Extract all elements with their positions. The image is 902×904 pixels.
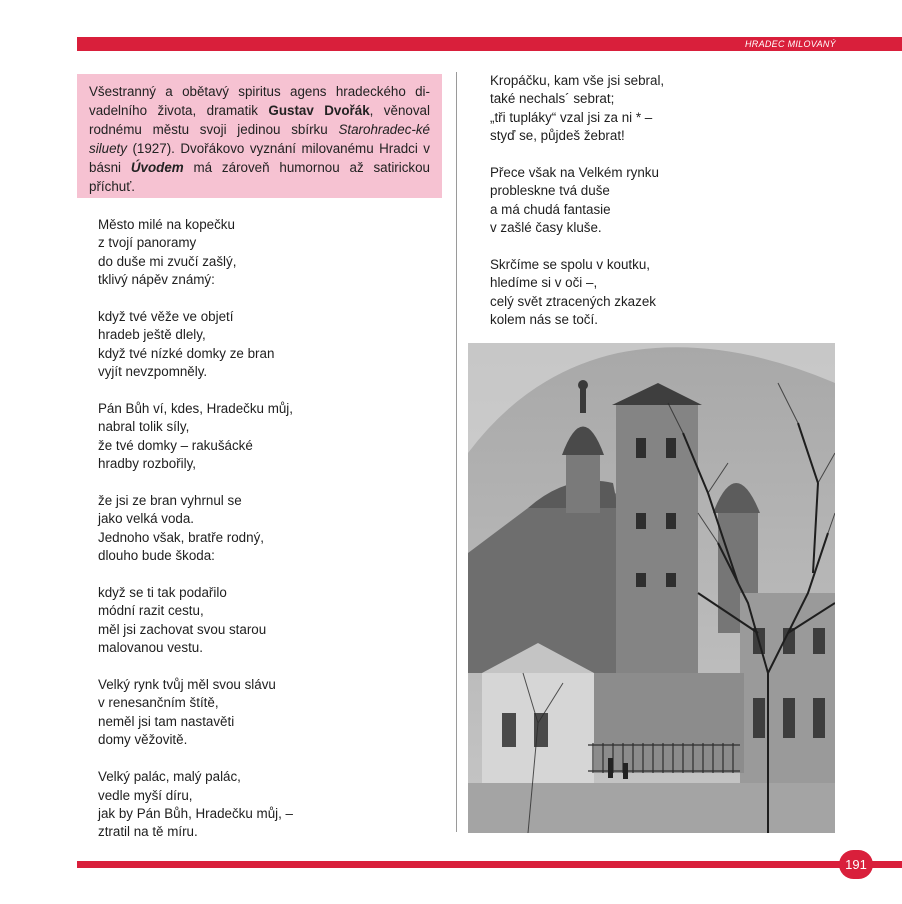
poem-line: domy věžovitě. [98, 732, 188, 748]
poem-line: styď se, půjdeš žebrat! [490, 128, 625, 144]
poem-line: jak by Pán Bůh, Hradečku můj, – [98, 805, 294, 821]
poem-line: vyjít nevzpomněly. [98, 364, 208, 380]
poem-line: hledíme si v oči –, [490, 275, 598, 291]
historic-church-photo [468, 343, 835, 833]
poem-line: Město milé na kopečku [98, 217, 235, 232]
poem-stanza [490, 72, 664, 146]
intro-book-title: Starohradec-ké siluety [89, 122, 430, 156]
poem-line: hradby rozbořily, [98, 456, 196, 472]
footer-bar [77, 861, 902, 868]
poem-line: neměl jsi tam nastavěti [98, 713, 235, 729]
poem-line: že jsi ze bran vyhrnul se [98, 493, 242, 509]
poem-line: celý svět ztracených zkazek [490, 293, 656, 309]
poem-line: Velký rynk tvůj měl svou slávu [98, 677, 276, 693]
poem-stanza [98, 400, 293, 474]
poem-line: Pán Bůh ví, kdes, Hradečku můj, [98, 401, 294, 417]
poem-line: když tvé věže ve objetí [98, 309, 234, 325]
poem-stanza [98, 584, 293, 658]
running-header-title: HRADEC MILOVANÝ [744, 39, 836, 49]
poem-line: měl jsi zachovat svou starou [98, 621, 267, 637]
poem-line: Velký palác, malý palác, [98, 769, 241, 785]
poem-stanza [490, 256, 664, 330]
poem-line: ztratil na tě míru. [98, 824, 198, 840]
poem-line: Kropáčku, kam vše jsi sebral, [490, 73, 665, 88]
poem-line: v renesančním štítě, [98, 695, 219, 711]
poem-line: a má chudá fantasie [490, 201, 611, 217]
church-illustration [468, 343, 835, 833]
column-divider [456, 72, 457, 832]
poem-line: jako velká voda. [98, 511, 195, 527]
poem-line: kolem nás se točí. [490, 312, 598, 328]
intro-text-3: (1927). Dvořákovo vyznání milovanému Hradci v básni [89, 141, 430, 175]
poem-line: v zašlé časy kluše. [490, 220, 602, 236]
poem-line: vedle myší díru, [98, 787, 193, 803]
intro-text-2: , věnoval rodnému městu svoji jedinou sbírku [89, 103, 430, 137]
poem-line: z tvojí panoramy [98, 235, 197, 251]
poem-line: malovanou vestu. [98, 640, 203, 656]
poem-right-column [490, 72, 664, 348]
intro-author: Gustav Dvořák [268, 103, 370, 118]
poem-line: Přece však na Velkém rynku [490, 165, 659, 181]
poem-line: „tři tupláky“ vzal jsi za ni * – [490, 109, 653, 125]
poem-line: nabral tolik síly, [98, 419, 190, 435]
poem-line: když tvé nízké domky ze bran [98, 345, 275, 361]
poem-stanza [98, 676, 293, 750]
poem-stanza [98, 492, 293, 566]
intro-box [77, 74, 442, 198]
poem-line: dlouho bude škoda: [98, 548, 215, 564]
poem-line: Jednoho však, bratře rodný, [98, 529, 264, 545]
poem-line: že tvé domky – rakušácké [98, 437, 253, 453]
poem-left-column [98, 216, 293, 860]
intro-text-1: Všestranný a obětavý spiritus agens hradeckého di-vadelního života, dramatik [89, 84, 430, 118]
poem-stanza [98, 216, 293, 290]
poem-line: módní razit cestu, [98, 603, 204, 619]
poem-line: také nechals´ sebrat; [490, 91, 615, 107]
poem-line: probleskne tvá duše [490, 183, 610, 199]
page-number: 191 [839, 850, 873, 879]
poem-line: když se ti tak podařilo [98, 585, 227, 601]
poem-line: Skrčíme se spolu v koutku, [490, 257, 651, 273]
poem-stanza [98, 308, 293, 382]
intro-text-4: má zároveň humornou až satirickou příchuť. [89, 160, 431, 194]
poem-stanza [490, 164, 664, 238]
intro-poem-title: Úvodem [130, 160, 184, 175]
poem-line: tklivý nápěv známý: [98, 272, 215, 288]
poem-stanza [98, 768, 293, 842]
poem-line: hradeb ještě dlely, [98, 327, 206, 343]
poem-line: do duše mi zvučí zašlý, [98, 253, 237, 269]
